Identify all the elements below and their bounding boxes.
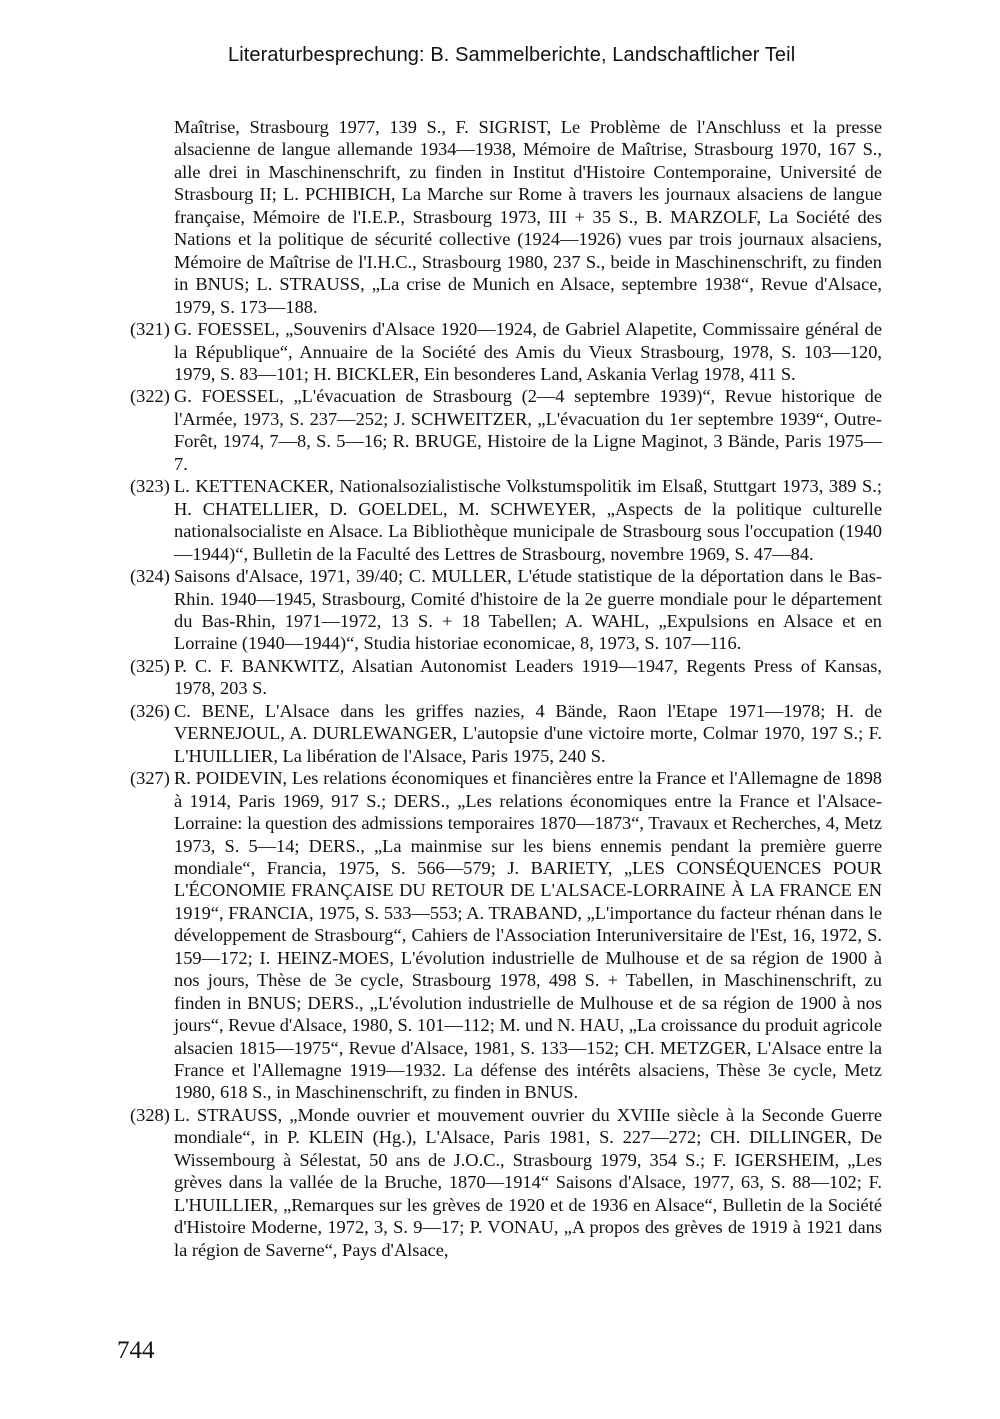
entry-text: C. BENE, L'Alsace dans les griffes nazies, 4 Bände, Raon l'Etape 1971—1978; H. de VERNEJOUL, A. DURLEWANGER, L'autopsie d'une victoire morte, Colmar 1970, 197 S.; F. L'HUILLIER, La libération de l'Alsace, Paris 1975, 240 S. [174, 700, 882, 766]
bibliography-body [130, 116, 882, 1261]
entry-number: (327) [130, 768, 170, 789]
entry-number: (324) [130, 566, 170, 587]
bibliography-entry [130, 767, 882, 1104]
entry-text: G. FOESSEL, „Souvenirs d'Alsace 1920—1924, de Gabriel Alapetite, Commissaire général de la République“, Annuaire de la Société des Amis du Vieux Strasbourg, 1978, S. 103—120, 1979, S. 83—101; H. BICKLER, Ein besonderes Land, Askania Verlag 1978, 411 S. [174, 319, 882, 384]
bibliography-entry [130, 655, 882, 700]
bibliography-entry [130, 1104, 882, 1261]
entry-text: P. C. F. BANKWITZ, Alsatian Autonomist Leaders 1919—1947, Regents Press of Kansas, 1978, 203 S. [174, 655, 882, 699]
bibliography-entry [130, 565, 882, 655]
entry-number: (328) [130, 1104, 170, 1125]
bibliography-entry [130, 475, 882, 565]
entry-number: (326) [130, 700, 170, 721]
entry-text: L. KETTENACKER, Nationalsozialistische Volkstumspolitik im Elsaß, Stuttgart 1973, 389 S.; H. CHATELLIER, D. GOELDEL, M. SCHWEYER, „Aspects de la politique culturelle nationalsocialiste en Alsace. La Bibliothèque municipale de Strasbourg sous l'occupation (1940—1944)“, Bulletin de la Faculté des Lettres de Strasbourg, novembre 1969, S. 47—84. [174, 476, 882, 564]
entry-text: Saisons d'Alsace, 1971, 39/40; C. MULLER, L'étude statistique de la déportation dans le Bas-Rhin. 1940—1945, Strasbourg, Comité d'histoire de la 2e guerre mondiale pour le département du Bas-Rhin, 1971—1972, 13 S. + 18 Tabellen; A. WAHL, „Expulsions en Alsace et en Lorraine (1940—1944)“, Studia historiae economicae, 8, 1973, S. 107—116. [174, 566, 882, 654]
bibliography-entry [130, 700, 882, 767]
running-header: Literaturbesprechung: B. Sammelberichte, Landschaftlicher Teil [228, 44, 796, 66]
entry-number: (322) [130, 386, 170, 407]
page-number: 744 [117, 1337, 155, 1364]
entry-text: R. POIDEVIN, Les relations économiques et financières entre la France et l'Allemagne de 1898 à 1914, Paris 1969, 917 S.; DERS., „Les relations économiques entre la France et l'Alsace-Lorraine: la question des admissions temporaires 1870—1873“, Travaux et Recherches, 4, Metz 1973, S. 5—14; DERS., „La mainmise sur les biens ennemis pendant la première guerre mondiale“, Francia, 1975, S. 566—579; J. BARIETY, „LES CONSÉQUENCES POUR L'ÉCONOMIE FRANÇAISE DU RETOUR DE L'ALSACE-LORRAINE À LA FRANCE EN 1919“, FRANCIA, 1975, S. 533—553; A. TRABAND, „L'importance du facteur rhénan dans le développement de Strasbourg“, Cahiers de l'Association Interuniversitaire de l'Est, 16, 1972, S. 159—172; I. HEINZ-MOES, L'évolution industrielle de Mulhouse et de sa région de 1900 à nos jours, Thèse de 3e cycle, Strasbourg 1978, 498 S. + Tabellen, in Maschinenschrift, zu finden in BNUS; DERS., „L'évolution industrielle de Mulhouse et de sa région de 1900 à nos jours“, Revue d'Alsace, 1980, S. 101—112; M. und N. HAU, „La croissance du produit agricole alsacien 1815—1975“, Revue d'Alsace, 1981, S. 133—152; CH. METZGER, L'Alsace entre la France et l'Allemagne 1919—1932. La défense des intérêts alsaciens, Thèse 3e cycle, Metz 1980, 618 S., in Maschinenschrift, zu finden in BNUS. [174, 768, 882, 1103]
entry-number: (321) [130, 319, 170, 340]
entry-number: (323) [130, 476, 170, 497]
bibliography-entry [130, 318, 882, 385]
entry-text: L. STRAUSS, „Monde ouvrier et mouvement ouvrier du XVIIIe siècle à la Seconde Guerre mondiale“, in P. KLEIN (Hg.), L'Alsace, Paris 1981, S. 227—272; CH. DILLINGER, De Wissembourg à Sélestat, 50 ans de J.O.C., Strasbourg 1979, 354 S.; F. IGERSHEIM, „Les grèves dans la vallée de la Bruche, 1870—1914“ Saisons d'Alsace, 1977, 63, S. 88—102; F. L'HUILLIER, „Remarques sur les grèves de 1920 et de 1936 en Alsace“, Bulletin de la Société d'Histoire Moderne, 1972, 3, S. 9—17; P. VONAU, „A propos des grèves de 1919 à 1921 dans la région de Saverne“, Pays d'Alsace, [174, 1104, 882, 1260]
bibliography-entry [130, 385, 882, 475]
entry-number: (325) [130, 655, 170, 676]
entry-text: G. FOESSEL, „L'évacuation de Strasbourg (2—4 septembre 1939)“, Revue historique de l'Armée, 1973, S. 237—252; J. SCHWEITZER, „L'évacuation du 1er septembre 1939“, Outre-Forêt, 1974, 7—8, S. 5—16; R. BRUGE, Histoire de la Ligne Maginot, 3 Bände, Paris 1975—7. [174, 386, 882, 474]
continued-paragraph: Maîtrise, Strasbourg 1977, 139 S., F. SIGRIST, Le Problème de l'Anschluss et la presse alsacienne de langue allemande 1934—1938, Mémoire de Maîtrise, Strasbourg 1970, 167 S., alle drei in Maschinenschrift, zu finden in Institut d'Histoire Contemporaine, Université de Strasbourg II; L. PCHIBICH, La Marche sur Rome à travers les journaux alsaciens de langue française, Mémoire de l'I.E.P., Strasbourg 1973, III + 35 S., B. MARZOLF, La Société des Nations et la politique de sécurité collective (1924—1926) vues par trois journaux alsaciens, Mémoire de Maîtrise de l'I.H.C., Strasbourg 1980, 237 S., beide in Maschinenschrift, zu finden in BNUS; L. STRAUSS, „La crise de Munich en Alsace, septembre 1938“, Revue d'Alsace, 1979, S. 173—188. [174, 117, 882, 317]
